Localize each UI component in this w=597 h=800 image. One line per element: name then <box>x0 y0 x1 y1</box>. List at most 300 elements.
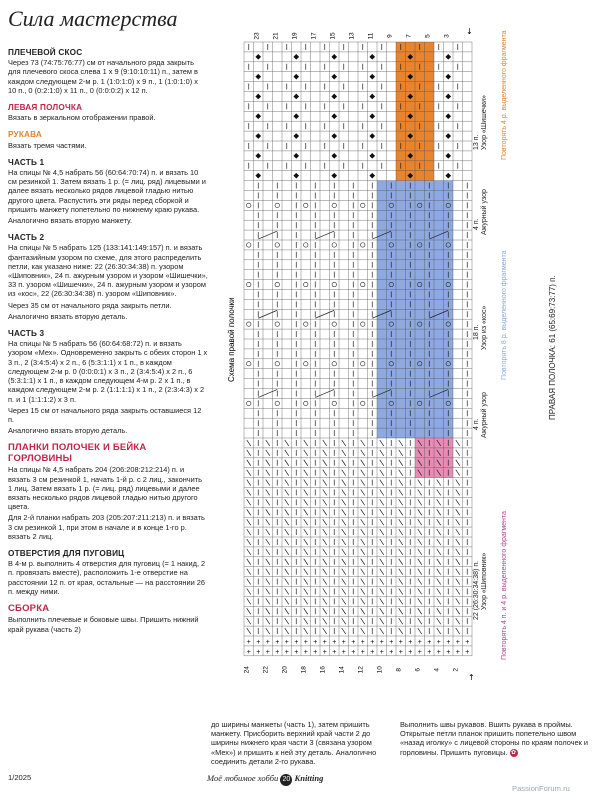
slip-symbol <box>285 460 289 466</box>
slip-symbol <box>418 598 422 604</box>
slip-symbol <box>361 470 365 476</box>
plus-symbol: + <box>313 638 318 646</box>
slip-symbol <box>266 460 270 466</box>
plus-symbol: + <box>465 638 470 646</box>
slip-symbol <box>342 628 346 634</box>
column-number: 11 <box>367 32 375 40</box>
slip-symbol <box>380 628 384 634</box>
yarnover-symbol <box>275 322 279 326</box>
slip-symbol <box>361 440 365 446</box>
column-number: 22 <box>262 666 270 674</box>
column-number: 21 <box>272 32 280 40</box>
plus-symbol: + <box>417 648 422 656</box>
slip-symbol <box>342 529 346 535</box>
plus-symbol: + <box>360 648 365 656</box>
slip-symbol <box>437 529 441 535</box>
diamond-symbol <box>369 153 375 159</box>
slip-symbol <box>361 549 365 555</box>
slip-symbol <box>266 608 270 614</box>
cable-symbol <box>315 310 334 318</box>
slip-symbol <box>437 598 441 604</box>
slip-symbol <box>399 509 403 515</box>
slip-symbol <box>304 489 308 495</box>
slip-symbol <box>247 470 251 476</box>
yarnover-symbol <box>332 243 336 247</box>
plus-symbol: + <box>332 648 337 656</box>
label-stitch-count: 22 (26:30:34:38) п. <box>473 560 480 620</box>
slip-symbol <box>399 470 403 476</box>
slip-symbol <box>323 480 327 486</box>
slip-symbol <box>285 440 289 446</box>
end-mark-icon: ✿ <box>511 749 517 756</box>
slip-symbol <box>361 588 365 594</box>
slip-symbol <box>323 608 327 614</box>
yarnover-symbol <box>304 322 308 326</box>
plus-symbol: + <box>436 638 441 646</box>
yarnover-symbol <box>361 243 365 247</box>
yarnover-symbol <box>275 282 279 286</box>
column-number: 10 <box>376 666 384 674</box>
column-number: 23 <box>253 32 261 40</box>
plus-symbol: + <box>256 648 261 656</box>
assembly-continued: до ширины манжеты (часть 1), затем пришить манжету. Присборить верхний край части 2 до ширины нижнего края части 3 (связана узором «Мех») и пришить к ней эту деталь. Аналогично соединить детали 2-го рукава. <box>211 720 377 766</box>
section-heading: ЧАСТЬ 1 <box>8 157 45 167</box>
slip-symbol <box>304 588 308 594</box>
slip-symbol <box>247 618 251 624</box>
slip-symbol <box>342 539 346 545</box>
section-heading: ПЛАНКИ ПОЛОЧЕК И БЕЙКА ГОРЛОВИНЫ <box>8 442 147 464</box>
slip-symbol <box>456 519 460 525</box>
slip-symbol <box>247 539 251 545</box>
yarnover-symbol <box>304 401 308 405</box>
yarnover-symbol <box>275 243 279 247</box>
slip-symbol <box>399 450 403 456</box>
slip-symbol <box>323 440 327 446</box>
plus-symbol: + <box>275 648 280 656</box>
diamond-symbol <box>369 133 375 139</box>
column-number: 7 <box>405 34 413 38</box>
slip-symbol <box>418 489 422 495</box>
slip-symbol <box>247 628 251 634</box>
slip-symbol <box>285 559 289 565</box>
plus-symbol: + <box>370 638 375 646</box>
slip-symbol <box>456 539 460 545</box>
slip-symbol <box>361 569 365 575</box>
slip-symbol <box>323 509 327 515</box>
column-number: 24 <box>243 666 251 674</box>
plus-symbol: + <box>446 648 451 656</box>
slip-symbol <box>304 579 308 585</box>
label-pattern-name: Узор «Шиповник» <box>481 552 488 610</box>
slip-symbol <box>380 529 384 535</box>
slip-symbol <box>285 499 289 505</box>
yarnover-symbol <box>275 401 279 405</box>
slip-symbol <box>456 470 460 476</box>
cable-symbol <box>258 389 277 397</box>
section-paragraph: Аналогично вязать вторую деталь. <box>8 426 128 436</box>
column-number: 2 <box>452 667 460 672</box>
slip-symbol <box>247 569 251 575</box>
plus-symbol: + <box>351 638 356 646</box>
cable-symbol <box>258 310 277 318</box>
label-pattern-name: Узор из «кос» <box>481 305 488 350</box>
slip-symbol <box>247 559 251 565</box>
diamond-symbol <box>255 113 261 119</box>
assembly-final-text: Выполнить швы рукавов. Вшить рукава в проймы. Открытые петли планок пришить попетельно швом «назад иголку» с лицевой стороны по краям полочек и горловины. Пришить пуговицы. <box>400 720 589 757</box>
diamond-symbol <box>445 133 451 139</box>
slip-symbol <box>361 598 365 604</box>
section-paragraph: Для 2-й планки набрать 203 (205:207:211:213) п. и вязать 3 см резинкой 1, при этом в начале и в конце 1-го р. вязать 2 лиц. <box>8 513 205 541</box>
slip-symbol <box>342 450 346 456</box>
diamond-symbol <box>331 113 337 119</box>
slip-symbol <box>342 559 346 565</box>
slip-symbol <box>304 608 308 614</box>
yarnover-symbol <box>361 322 365 326</box>
slip-symbol <box>418 588 422 594</box>
slip-symbol <box>399 588 403 594</box>
page-title: Сила мастерства <box>8 6 178 31</box>
plus-symbol: + <box>389 638 394 646</box>
slip-symbol <box>437 509 441 515</box>
slip-symbol <box>323 450 327 456</box>
plus-symbol: + <box>379 638 384 646</box>
slip-symbol <box>342 460 346 466</box>
diamond-symbol <box>293 54 299 60</box>
slip-symbol <box>342 598 346 604</box>
slip-symbol <box>304 529 308 535</box>
plus-symbol: + <box>265 648 270 656</box>
slip-symbol <box>418 579 422 585</box>
section-heading: ЧАСТЬ 3 <box>8 329 45 339</box>
plus-symbol: + <box>408 638 413 646</box>
label-stitch-count: 4 п. <box>473 218 480 230</box>
slip-symbol <box>361 618 365 624</box>
slip-symbol <box>266 588 270 594</box>
plus-symbol: + <box>446 638 451 646</box>
section-heading: РУКАВА <box>8 130 42 140</box>
slip-symbol <box>399 499 403 505</box>
slip-symbol <box>266 450 270 456</box>
slip-symbol <box>285 519 289 525</box>
label-stitch-count: 18 п. <box>473 324 480 340</box>
label-pattern-name: Ажурный узор <box>481 392 488 438</box>
slip-symbol <box>323 588 327 594</box>
slip-symbol <box>418 608 422 614</box>
plus-symbol: + <box>284 648 289 656</box>
slip-symbol <box>247 598 251 604</box>
slip-symbol <box>380 450 384 456</box>
yarnover-symbol <box>304 203 308 207</box>
diamond-symbol <box>445 113 451 119</box>
slip-symbol <box>437 499 441 505</box>
arrow-down-icon: ↓ <box>466 27 473 36</box>
slip-symbol <box>247 588 251 594</box>
yarnover-symbol <box>332 401 336 405</box>
slip-symbol <box>285 529 289 535</box>
knitting-chart <box>222 20 592 680</box>
slip-symbol <box>399 539 403 545</box>
slip-symbol <box>399 480 403 486</box>
diamond-symbol <box>293 74 299 80</box>
column-number: 8 <box>395 667 403 672</box>
yarnover-symbol <box>247 401 251 405</box>
slip-symbol <box>361 628 365 634</box>
cable-symbol <box>315 231 334 239</box>
slip-symbol <box>323 559 327 565</box>
slip-symbol <box>266 618 270 624</box>
slip-symbol <box>380 440 384 446</box>
yarnover-symbol <box>361 401 365 405</box>
slip-symbol <box>418 569 422 575</box>
column-number: 12 <box>357 666 365 674</box>
slip-symbol <box>304 470 308 476</box>
slip-symbol <box>456 559 460 565</box>
slip-symbol <box>266 519 270 525</box>
column-number: 19 <box>291 32 299 40</box>
diamond-symbol <box>369 74 375 80</box>
magazine-name <box>207 773 323 786</box>
section-heading: СБОРКА <box>8 602 50 614</box>
section-paragraph: На спицы № 4,5 набрать 56 (60:64:70:74) п. и вязать 10 см резинкой 1. Затем вязать 1 р. (= лиц. ряд) лицевыми и далее вязать несколько рядов лицевой гладью нитью другого цвета. Распустить эти ряды перед сборкой и пришить манжету попетельно по нижнему краю рукава. <box>8 168 206 214</box>
slip-symbol <box>361 509 365 515</box>
diamond-symbol <box>293 173 299 179</box>
slip-symbol <box>342 588 346 594</box>
page-number: 20 <box>280 774 292 786</box>
yarnover-symbol <box>332 322 336 326</box>
slip-symbol <box>437 569 441 575</box>
cable-symbol <box>258 231 277 239</box>
diamond-symbol <box>445 153 451 159</box>
slip-symbol <box>342 519 346 525</box>
slip-symbol <box>304 509 308 515</box>
slip-symbol <box>285 539 289 545</box>
slip-symbol <box>342 489 346 495</box>
slip-symbol <box>304 440 308 446</box>
slip-symbol <box>399 519 403 525</box>
slip-symbol <box>399 628 403 634</box>
slip-symbol <box>456 440 460 446</box>
slip-symbol <box>285 628 289 634</box>
slip-symbol <box>304 499 308 505</box>
slip-symbol <box>418 529 422 535</box>
slip-symbol <box>361 529 365 535</box>
brand-name: Knitting <box>294 773 324 783</box>
plus-symbol: + <box>303 648 308 656</box>
slip-symbol <box>285 569 289 575</box>
slip-symbol <box>361 499 365 505</box>
slip-symbol <box>418 519 422 525</box>
slip-symbol <box>437 579 441 585</box>
slip-symbol <box>418 509 422 515</box>
slip-symbol <box>456 569 460 575</box>
yarnover-symbol <box>304 362 308 366</box>
slip-symbol <box>361 489 365 495</box>
slip-symbol <box>399 549 403 555</box>
slip-symbol <box>418 549 422 555</box>
section-paragraph: Через 35 см от начального ряда закрыть петли. <box>8 300 172 310</box>
diamond-symbol <box>369 173 375 179</box>
slip-symbol <box>247 450 251 456</box>
slip-symbol <box>437 539 441 545</box>
column-number: 4 <box>433 667 441 672</box>
diamond-symbol <box>255 173 261 179</box>
slip-symbol <box>304 460 308 466</box>
label-pattern-name: Узор «Шишечки» <box>481 95 488 150</box>
slip-symbol <box>361 450 365 456</box>
diamond-symbol <box>255 74 261 80</box>
slip-symbol <box>399 579 403 585</box>
slip-symbol <box>418 480 422 486</box>
issue-number: 1/2025 <box>8 773 32 782</box>
slip-symbol <box>418 499 422 505</box>
slip-symbol <box>304 539 308 545</box>
plus-symbol: + <box>332 638 337 646</box>
slip-symbol <box>456 618 460 624</box>
slip-symbol <box>456 579 460 585</box>
slip-symbol <box>456 480 460 486</box>
column-number: 16 <box>319 666 327 674</box>
diamond-symbol <box>293 113 299 119</box>
slip-symbol <box>342 549 346 555</box>
yarnover-symbol <box>361 282 365 286</box>
slip-symbol <box>266 440 270 446</box>
slip-symbol <box>285 608 289 614</box>
slip-symbol <box>361 460 365 466</box>
slip-symbol <box>323 529 327 535</box>
plus-symbol: + <box>370 648 375 656</box>
yarnover-symbol <box>247 243 251 247</box>
instructions-column <box>8 48 208 634</box>
slip-symbol <box>456 509 460 515</box>
slip-symbol <box>304 569 308 575</box>
section-paragraph: Аналогично вязать вторую деталь. <box>8 311 128 321</box>
yarnover-symbol <box>332 362 336 366</box>
slip-symbol <box>247 480 251 486</box>
slip-symbol <box>380 499 384 505</box>
slip-symbol <box>418 628 422 634</box>
slip-symbol <box>399 598 403 604</box>
column-number: 14 <box>338 666 346 674</box>
section-heading: ЛЕВАЯ ПОЛОЧКА <box>8 103 83 113</box>
column-number: 13 <box>348 32 356 40</box>
slip-symbol <box>342 509 346 515</box>
slip-symbol <box>323 489 327 495</box>
slip-symbol <box>380 549 384 555</box>
slip-symbol <box>342 470 346 476</box>
slip-symbol <box>342 440 346 446</box>
slip-symbol <box>323 618 327 624</box>
label-repeat-orange: Повторять 4 р. выделенного фрагмента <box>501 30 508 160</box>
section-heading: ЧАСТЬ 2 <box>8 233 45 243</box>
slip-symbol <box>247 499 251 505</box>
slip-symbol <box>399 440 403 446</box>
slip-symbol <box>266 569 270 575</box>
slip-symbol <box>456 628 460 634</box>
slip-symbol <box>323 519 327 525</box>
section-paragraph: Вязать тремя частями. <box>8 140 87 150</box>
column-number: 15 <box>329 32 337 40</box>
slip-symbol <box>380 539 384 545</box>
slip-symbol <box>304 618 308 624</box>
slip-symbol <box>323 460 327 466</box>
slip-symbol <box>285 579 289 585</box>
slip-symbol <box>399 559 403 565</box>
slip-symbol <box>437 559 441 565</box>
slip-symbol <box>342 608 346 614</box>
yarnover-symbol <box>361 362 365 366</box>
slip-symbol <box>323 499 327 505</box>
slip-symbol <box>266 509 270 515</box>
plus-symbol: + <box>275 638 280 646</box>
slip-symbol <box>361 579 365 585</box>
plus-symbol: + <box>341 638 346 646</box>
diamond-symbol <box>445 94 451 100</box>
diamond-symbol <box>331 54 337 60</box>
slip-symbol <box>304 559 308 565</box>
slip-symbol <box>380 579 384 585</box>
diamond-symbol <box>369 113 375 119</box>
diamond-symbol <box>331 153 337 159</box>
diamond-symbol <box>255 153 261 159</box>
slip-symbol <box>380 519 384 525</box>
yarnover-symbol <box>247 322 251 326</box>
slip-symbol <box>247 549 251 555</box>
slip-symbol <box>247 529 251 535</box>
slip-symbol <box>285 509 289 515</box>
plus-symbol: + <box>379 648 384 656</box>
plus-symbol: + <box>294 648 299 656</box>
diamond-symbol <box>255 54 261 60</box>
slip-symbol <box>456 588 460 594</box>
column-number: 5 <box>424 34 432 38</box>
plus-symbol: + <box>408 648 413 656</box>
slip-symbol <box>247 519 251 525</box>
slip-symbol <box>380 569 384 575</box>
slip-symbol <box>304 598 308 604</box>
slip-symbol <box>437 588 441 594</box>
section-heading: ПЛЕЧЕВОЙ СКОС <box>8 48 83 57</box>
slip-symbol <box>266 539 270 545</box>
label-stitch-count: 13 п. <box>473 134 480 150</box>
slip-symbol <box>304 480 308 486</box>
label-stitch-count: 4 п. <box>473 418 480 430</box>
slip-symbol <box>380 598 384 604</box>
slip-symbol <box>418 559 422 565</box>
slip-symbol <box>304 519 308 525</box>
plus-symbol: + <box>246 648 251 656</box>
diamond-symbol <box>445 74 451 80</box>
slip-symbol <box>361 608 365 614</box>
plus-symbol: + <box>303 638 308 646</box>
yarnover-symbol <box>304 282 308 286</box>
slip-symbol <box>323 549 327 555</box>
diamond-symbol <box>445 54 451 60</box>
plus-symbol: + <box>417 638 422 646</box>
slip-symbol <box>456 529 460 535</box>
slip-symbol <box>437 480 441 486</box>
column-number: 17 <box>310 32 318 40</box>
assembly-final <box>400 720 590 757</box>
slip-symbol <box>266 579 270 585</box>
slip-symbol <box>380 559 384 565</box>
slip-symbol <box>323 598 327 604</box>
slip-symbol <box>285 470 289 476</box>
yarnover-symbol <box>332 282 336 286</box>
slip-symbol <box>323 628 327 634</box>
slip-symbol <box>418 539 422 545</box>
diamond-symbol <box>331 74 337 80</box>
slip-symbol <box>285 480 289 486</box>
